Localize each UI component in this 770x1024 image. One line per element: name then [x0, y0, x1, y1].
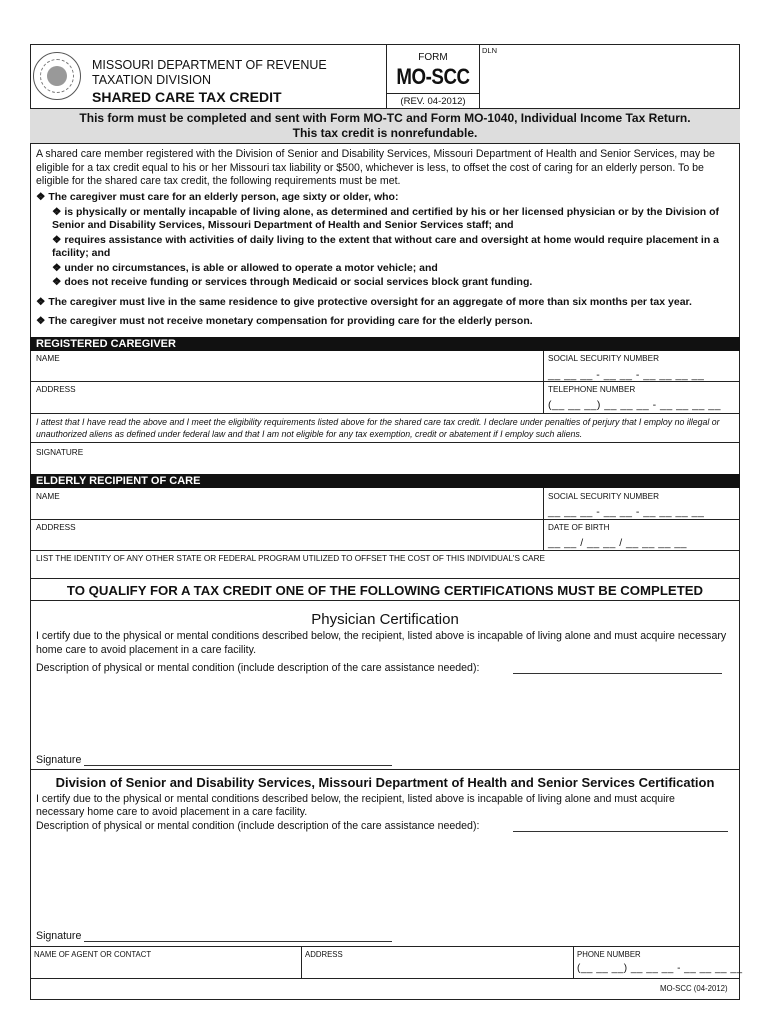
caregiver-phone-field[interactable]: (__ __ __) __ __ __ - __ __ __ __: [548, 399, 721, 411]
agent-name-field[interactable]: [30, 960, 300, 976]
physician-statement: I certify due to the physical or mental conditions described below, the recipient, listed above is incapable of living alone and must acquire necessary home care to avoid placement in a care facility.: [36, 630, 727, 656]
state-seal-icon: [33, 52, 81, 100]
requirement-1a: ❖ is physically or mentally incapable of living alone, as determined and certified by his or her licensed physician or by the Division of Senior and Disability Services, Missouri Department of Health and Senior Services staff; and: [52, 206, 720, 231]
caregiver-name-label: NAME: [36, 354, 60, 363]
caregiver-phone-label: TELEPHONE NUMBER: [548, 385, 636, 394]
caregiver-section-header: REGISTERED CAREGIVER: [30, 337, 740, 351]
physician-description-label: Description of physical or mental condition (include description of the care assistance needed):: [36, 662, 480, 674]
banner-line-1: This form must be completed and sent with Form MO-TC and Form MO-1040, Individual Income Tax Return.: [79, 111, 691, 125]
dsds-statement-2: necessary home care to avoid placement in a care facility.: [36, 806, 308, 818]
physician-heading: Physician Certification: [311, 611, 459, 628]
dsds-description-field[interactable]: [513, 831, 728, 832]
recipient-ssn-field[interactable]: __ __ __ - __ __ - __ __ __ __: [548, 506, 705, 518]
divider: [30, 519, 740, 520]
caregiver-ssn-field[interactable]: __ __ __ - __ __ - __ __ __ __: [548, 369, 705, 381]
physician-signature-label: Signature: [36, 754, 82, 766]
recipient-programs-label: LIST THE IDENTITY OF ANY OTHER STATE OR FEDERAL PROGRAM UTILIZED TO OFFSET THE COST OF THIS INDIVIDUAL'S CARE: [36, 554, 545, 563]
caregiver-signature-label: SIGNATURE: [36, 448, 84, 457]
form-revision: (REV. 04-2012): [387, 93, 479, 107]
requirement-1b: ❖ requires assistance with activities of daily living to the extent that without care and oversight at home would require placement in a facility; and: [52, 234, 719, 259]
dsds-signature-field[interactable]: [84, 941, 392, 942]
requirement-3-text: The caregiver must not receive monetary compensation for providing care for the elderly person.: [48, 315, 533, 327]
dsds-description-label: Description of physical or mental condition (include description of the care assistance needed):: [36, 820, 480, 832]
recipient-ssn-label: SOCIAL SECURITY NUMBER: [548, 492, 660, 501]
requirement-1c-text: under no circumstances, is able or allowed to operate a motor vehicle; and: [64, 262, 438, 274]
divider: [30, 442, 740, 443]
caregiver-address-label: ADDRESS: [36, 385, 76, 394]
caregiver-ssn-label: SOCIAL SECURITY NUMBER: [548, 354, 660, 363]
dln-label: DLN: [482, 46, 498, 55]
requirement-3: ❖ The caregiver must not receive monetary compensation for providing care for the elderly person.: [36, 315, 533, 327]
physician-description-field[interactable]: [513, 673, 722, 674]
form-label: FORM: [418, 52, 448, 63]
intro-paragraph: A shared care member registered with the Division of Senior and Disability Services, Missouri Department of Health and Senior Services, may be eligible for a tax credit equal to his or her Missouri tax liability or $500, whichever is less, to offset the cost of caring for an elderly person. To be eligible for the shared care tax credit, the following requirements must be met.: [36, 148, 715, 187]
physician-signature-field[interactable]: [84, 765, 392, 766]
dsds-signature-label: Signature: [36, 930, 82, 942]
divider: [543, 351, 544, 413]
agent-phone-field[interactable]: (__ __ __) __ __ __ - __ __ __ __: [577, 963, 743, 974]
form-footer: MO-SCC (04-2012): [660, 984, 728, 993]
divider: [30, 600, 740, 601]
agency-name: MISSOURI DEPARTMENT OF REVENUE: [92, 58, 327, 72]
caregiver-attestation: I attest that I have read the above and I meet the eligibility requirements listed above for the shared care tax credit. I declare under penalties of perjury that I employ no illegal or unauthorized aliens as defined under federal law and that I am not eligible for any tax exemption, credit or abatement if I employ such aliens.: [36, 417, 720, 439]
requirement-1b-text: requires assistance with activities of daily living to the extent that without care and oversight at home would require placement in a facility; and: [52, 234, 719, 259]
recipient-address-label: ADDRESS: [36, 523, 76, 532]
requirement-1d-text: does not receive funding or services through Medicaid or social services block grant funding.: [64, 276, 533, 288]
dsds-heading: Division of Senior and Disability Services, Missouri Department of Health and Senior Services Certification: [55, 775, 715, 790]
recipient-name-label: NAME: [36, 492, 60, 501]
divider: [30, 769, 740, 770]
divider: [30, 381, 740, 382]
form-title: SHARED CARE TAX CREDIT: [92, 89, 282, 105]
agent-address-field[interactable]: [302, 960, 572, 976]
recipient-dob-label: DATE OF BIRTH: [548, 523, 610, 532]
dsds-statement-1: I certify due to the physical or mental conditions described below, the recipient, listed above is incapable of living alone and must acquire: [36, 793, 675, 805]
requirement-2: ❖ The caregiver must live in the same residence to give protective oversight for an aggregate of more than six months per tax year.: [36, 296, 692, 308]
divider: [30, 550, 740, 551]
banner-line-2: This tax credit is nonrefundable.: [292, 126, 478, 140]
caregiver-signature-field[interactable]: [30, 458, 740, 472]
requirement-1: ❖ The caregiver must care for an elderly person, age sixty or older, who:: [36, 191, 399, 203]
requirement-1d: ❖ does not receive funding or services through Medicaid or social services block grant funding.: [52, 276, 533, 288]
division-name: TAXATION DIVISION: [92, 73, 211, 87]
agent-phone-label: PHONE NUMBER: [577, 950, 641, 959]
recipient-programs-field[interactable]: [30, 564, 740, 578]
instruction-banner: [30, 108, 740, 144]
recipient-section-header: ELDERLY RECIPIENT OF CARE: [30, 474, 740, 488]
requirement-1a-text: is physically or mentally incapable of living alone, as determined and certified by his or her licensed physician or by the Division of Senior and Disability Services, Missouri Department of Health and Senior Services staff; and: [52, 206, 720, 231]
divider: [573, 946, 574, 978]
agent-address-label: ADDRESS: [305, 950, 343, 959]
qualify-heading: TO QUALIFY FOR A TAX CREDIT ONE OF THE FOLLOWING CERTIFICATIONS MUST BE COMPLETED: [66, 583, 704, 598]
recipient-dob-field[interactable]: __ __ / __ __ / __ __ __ __: [548, 537, 688, 549]
requirement-1c: ❖ under no circumstances, is able or allowed to operate a motor vehicle; and: [52, 262, 438, 274]
divider: [30, 978, 740, 979]
divider: [30, 578, 740, 579]
divider: [30, 946, 740, 947]
form-number-box: [386, 44, 480, 108]
agent-name-label: NAME OF AGENT OR CONTACT: [34, 950, 152, 959]
divider: [30, 413, 740, 414]
requirement-1-text: The caregiver must care for an elderly person, age sixty or older, who:: [48, 191, 399, 203]
requirement-2-text: The caregiver must live in the same residence to give protective oversight for an aggregate of more than six months per tax year.: [48, 296, 692, 308]
form-number: MO-SCC: [396, 64, 470, 89]
